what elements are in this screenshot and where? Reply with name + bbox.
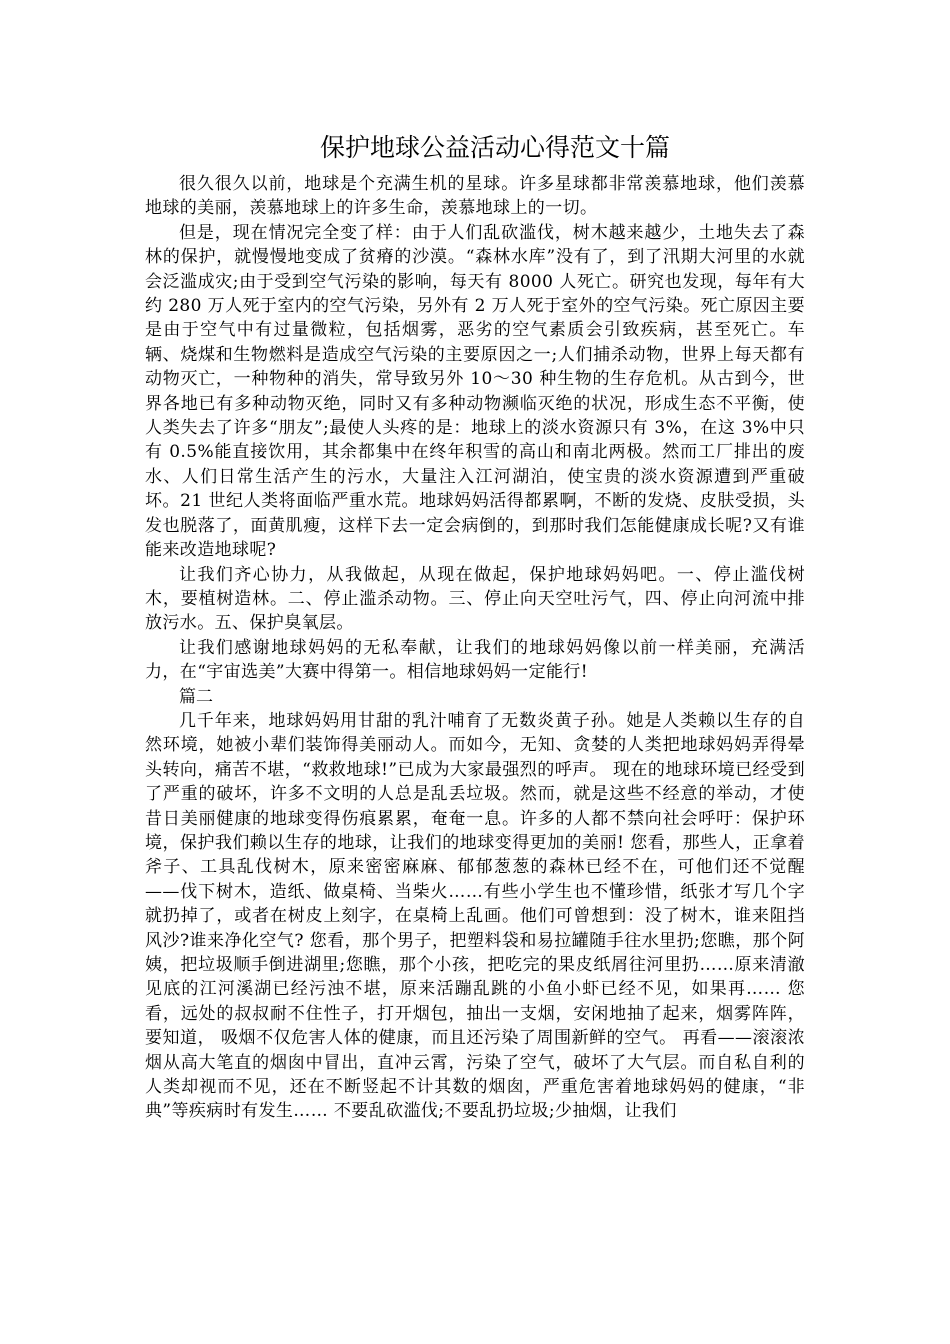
paragraph-intro: 很久很久以前，地球是个充满生机的星球。许多星球都非常羡慕地球，他们羡慕地球的美丽，羡慕地球上的许多生命，羡慕地球上的一切。	[145, 174, 805, 219]
document-title: 保护地球公益活动心得范文十篇	[319, 133, 670, 162]
section-two-label: 篇二	[179, 686, 213, 707]
paragraph-current-situation: 但是，现在情况完全变了样：由于人们乱砍滥伐，树木越来越少，土地失去了森林的保护，就慢慢地变成了贫瘠的沙漠。“森林水库”没有了，到了汛期大河里的水就会泛滥成灾;由于受到空气污染的影响，每天有 8000 人死亡。研究也发现，每年有大约 280 万人死于室内的空气污染，另外有 2 万人死于室外的空气污染。死亡原因主要是由于空气中有过量微粒，包括烟雾，恶劣的空气素质会引致疾病，甚至死亡。车辆、烧煤和生物燃料是造成空气污染的主要原因之一;人们捕杀动物，世界上每天都有动物灭亡，一种物种的消失，常导致另外 10～30 种生物的生存危机。从古到今，世界各地已有多种动物灭绝，同时又有多种动物濒临灭绝的状况，形成生态不平衡，使人类失去了许多“朋友”;最使人头疼的是：地球上的淡水资源只有 3%，在这 3%中只有 0.5%能直接饮用，其余都集中在终年积雪的高山和南北两极。然而工厂排出的废水、人们日常生活产生的污水，大量注入江河湖泊，使宝贵的淡水资源遭到严重破坏。21 世纪人类将面临严重水荒。地球妈妈活得都累啊，不断的发烧、皮肤受损，头发也脱落了，面黄肌瘦，这样下去一定会病倒的，到那时我们怎能健康成长呢?又有谁能来改造地球呢?	[145, 222, 805, 561]
document-page	[145, 128, 805, 1124]
paragraph-thanks: 让我们感谢地球妈妈的无私奉献，让我们的地球妈妈像以前一样美丽，充满活力，在“宇宙选美”大赛中得第一。相信地球妈妈一定能行!	[145, 637, 805, 683]
paragraph-section-two: 几千年来，地球妈妈用甘甜的乳汁哺育了无数炎黄子孙。她是人类赖以生存的自然环境，她被小辈们装饰得美丽动人。而如今，无知、贪婪的人类把地球妈妈弄得晕头转向，痛苦不堪，“救救地球!”已成为大家最强烈的呼声。 现在的地球环境已经受到了严重的破坏，许多不文明的人总是乱丢垃圾。然而，就是这些不经意的举动，才使昔日美丽健康的地球变得伤痕累累，奄奄一息。许多的人都不禁向社会呼吁：保护环境，保护我们赖以生存的地球，让我们的地球变得更加的美丽! 您看，那些人，正拿着斧子、工具乱伐树木，原来密密麻麻、郁郁葱葱的森林已经不在，可他们还不觉醒——伐下树木，造纸、做桌椅、当柴火……有些小学生也不懂珍惜，纸张才写几个字就扔掉了，或者在树皮上刻字，在桌椅上乱画。他们可曾想到：没了树木，谁来阻挡风沙?谁来净化空气? 您看，那个男子，把塑料袋和易拉罐随手往水里扔;您瞧，那个阿姨，把垃圾顺手倒进湖里;您瞧，那个小孩，把吃完的果皮纸屑往河里扔……原来清澈见底的江河溪湖已经污浊不堪，原来活蹦乱跳的小鱼小虾已经不见，如果再…… 您看，远处的叔叔耐不住性子，打开烟包，抽出一支烟，安闲地抽了起来，烟雾阵阵， 要知道， 吸烟不仅危害人体的健康，而且还污染了周围新鲜的空气。 再看——滚滚浓烟从高大笔直的烟囱中冒出，直冲云霄，污染了空气，破坏了大气层。而自私自利的人类却视而不见，还在不断竖起不计其数的烟囱，严重危害着地球妈妈的健康，“非典”等疾病时有发生…… 不要乱砍滥伐;不要乱扔垃圾;少抽烟，让我们	[145, 710, 805, 1122]
paragraph-call-to-action: 让我们齐心协力，从我做起，从现在做起，保护地球妈妈吧。一、停止滥伐树木，要植树造林。二、停止滥杀动物。三、停止向天空吐污气，四、停止向河流中排放污水。五、保护臭氧层。	[145, 564, 805, 634]
